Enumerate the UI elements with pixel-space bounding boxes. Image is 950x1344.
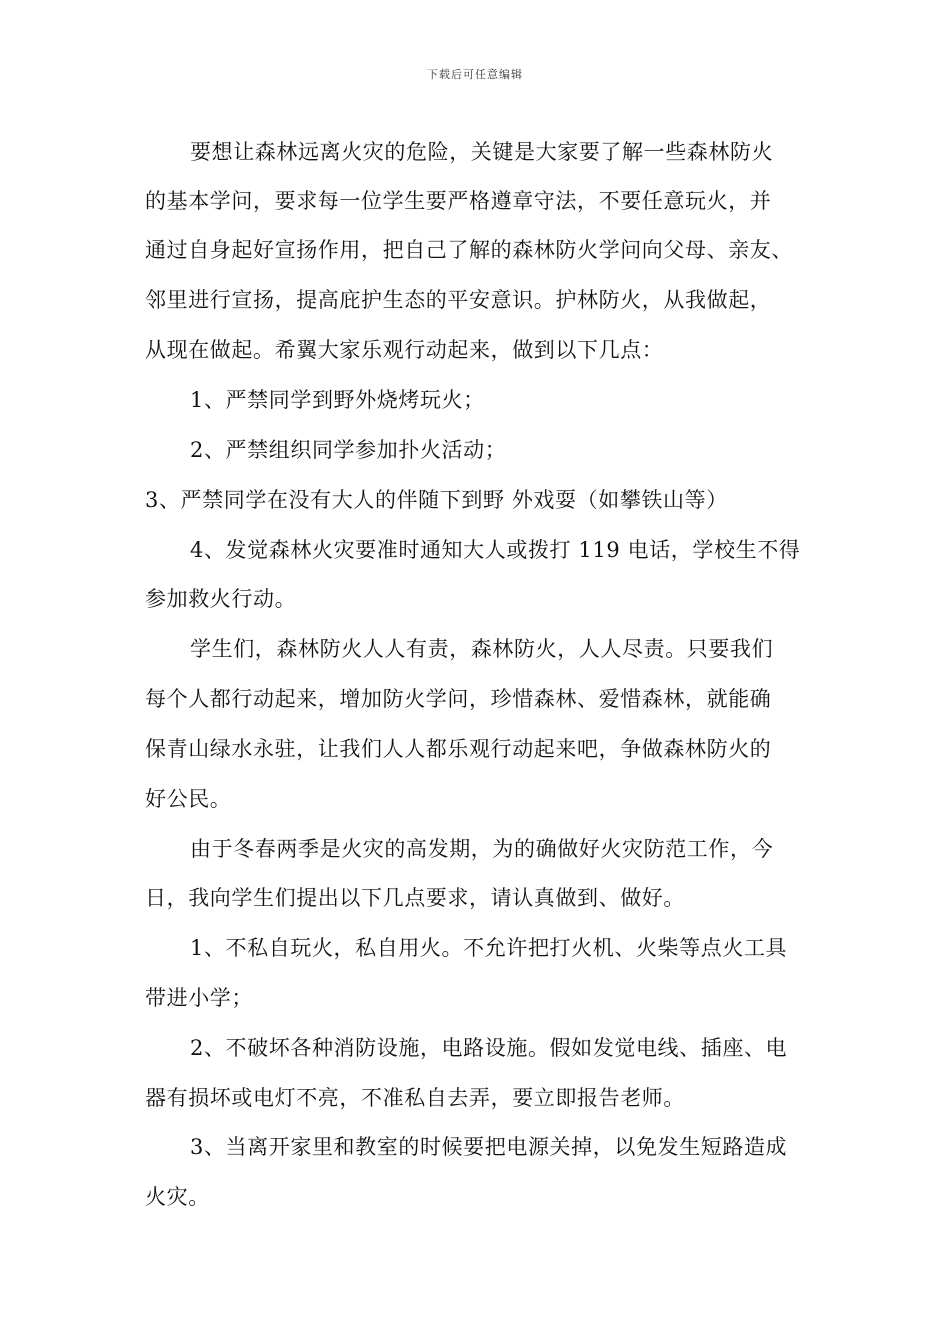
paragraph-line: 器有损坏或电灯不亮，不准私自去弄，要立即报告老师。	[145, 1086, 685, 1110]
paragraph-line: 每个人都行动起来，增加防火学问，珍惜森林、爱惜森林，就能确	[145, 687, 772, 711]
paragraph-line: 邻里进行宣扬，提高庇护生态的平安意识。护林防火，从我做起，	[145, 288, 772, 312]
paragraph-line: 由于冬春两季是火灾的高发期，为的确做好火灾防范工作，今	[190, 837, 774, 861]
paragraph-line: 通过自身起好宣扬作用，把自己了解的森林防火学问向父母、亲友、	[145, 238, 793, 262]
paragraph-line: 参加救火行动。	[145, 587, 297, 611]
list-item: 4、发觉森林火灾要准时通知大人或拨打 119 电话，学校生不得	[190, 538, 801, 562]
list-item: 2、不破坏各种消防设施，电路设施。假如发觉电线、插座、电	[190, 1036, 788, 1060]
paragraph-line: 保青山绿水永驻，让我们人人都乐观行动起来吧，争做森林防火的	[145, 737, 772, 761]
list-item: 2、严禁组织同学参加扑火活动；	[190, 438, 507, 462]
paragraph-line: 火灾。	[145, 1185, 210, 1209]
paragraph-line: 学生们，森林防火人人有责，森林防火，人人尽责。只要我们	[190, 637, 774, 661]
list-item: 1、严禁同学到野外烧烤玩火；	[190, 388, 485, 412]
list-item: 3、当离开家里和教室的时候要把电源关掉，以免发生短路造成	[190, 1135, 788, 1159]
paragraph-line: 要想让森林远离火灾的危险，关键是大家要了解一些森林防火	[190, 140, 774, 164]
paragraph-line: 从现在做起。希翼大家乐观行动起来，做到以下几点：	[145, 338, 664, 362]
list-item: 1、不私自玩火，私自用火。不允许把打火机、火柴等点火工具	[190, 936, 788, 960]
paragraph-line: 好公民。	[145, 787, 232, 811]
list-item: 3、严禁同学在没有大人的伴随下到野 外戏耍（如攀铁山等）	[145, 488, 728, 512]
page-header: 下载后可任意编辑	[427, 68, 523, 81]
paragraph-line: 日，我向学生们提出以下几点要求，请认真做到、做好。	[145, 886, 685, 910]
paragraph-line: 的基本学问，要求每一位学生要严格遵章守法，不要任意玩火，并	[145, 189, 772, 213]
paragraph-line: 带进小学；	[145, 986, 253, 1010]
